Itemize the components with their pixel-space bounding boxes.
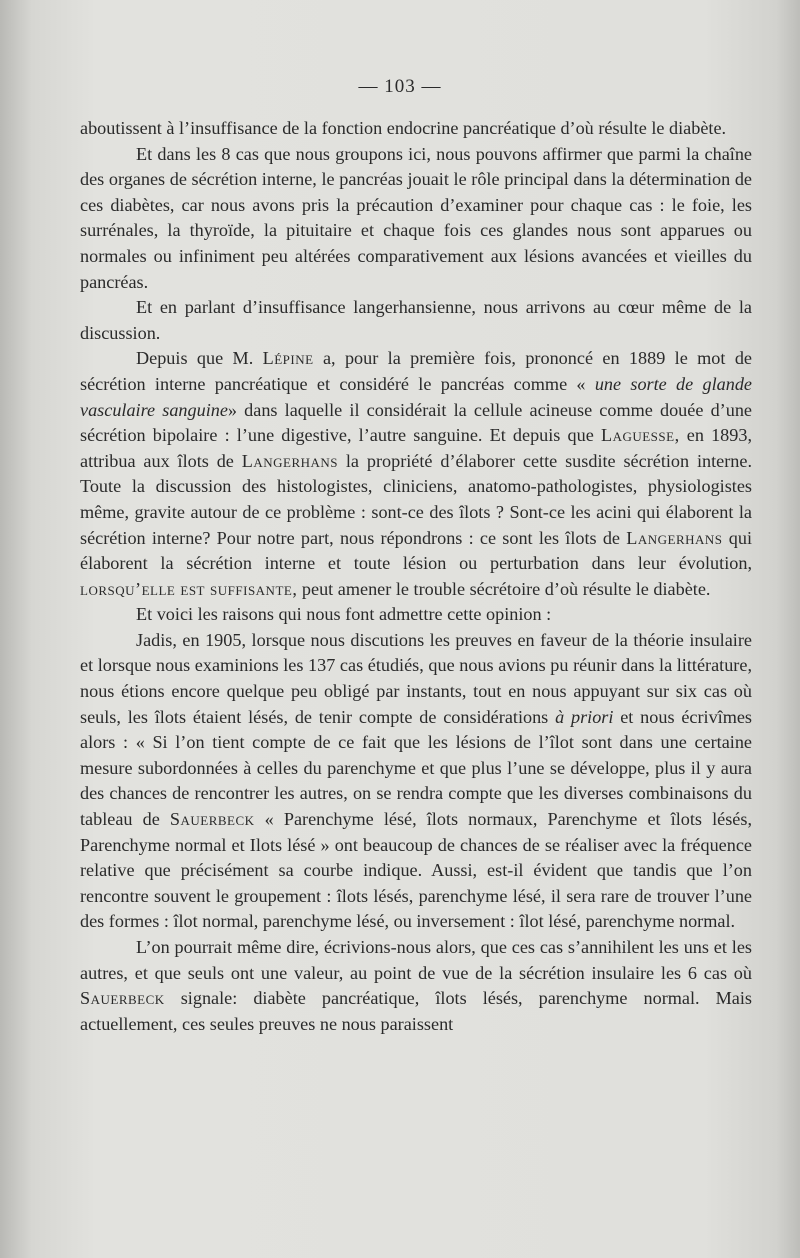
author-name-langerhans: Langerhans: [241, 450, 339, 471]
text-run: Jadis, en 1905, lorsque nous discutions les preuves en faveur de la théorie insulaire et lorsque nous examinions les 137 cas étudiés, que nous avions pu réunir dans la littérature, nous étions encore quelque peu obligé par instants, tout en nous appuyant sur six cas où seuls, les îlots étaient lésés, de tenir compte de considérations: [80, 629, 752, 727]
text-run: et nous écrivîmes alors : « Si l’on tient compte de ce fait que les lésions de l’îlot sont dans une certaine mesure subordonnées à celles du parenchyme et que plus l’une se développe, plus il y aura des chances de rencontrer les autres, on se rendra compte que les diverses combinaisons du tableau de: [80, 706, 753, 830]
text-run: en 1893, attribua aux îlots de: [80, 425, 753, 471]
italic-term: à priori: [555, 706, 614, 727]
text-run: a, pour la première fois, prononcé en 1889 le mot de sécrétion interne pancréatique et considéré le pancréas comme «: [80, 348, 752, 394]
paragraph-1: aboutissent à l’insuffisance de la fonction endocrine pancréatique d’où résulte le diabète.: [80, 118, 727, 138]
text-run: Depuis que M.: [136, 348, 254, 369]
paragraph-4: [80, 346, 752, 602]
text-run: qui élaborent la sécrétion interne et toute lésion ou perturbation dans leur évolution,: [80, 527, 753, 574]
author-name-langerhans: Langerhans: [626, 527, 723, 548]
paragraph-2: Et dans les 8 cas que nous groupons ici, nous pouvons affirmer que parmi la chaîne des organes de sécrétion interne, le pancréas jouait le rôle principal dans la détermination de ces diabètes, car nous avons pris la précaution d’examiner pour chaque cas : le foie, les surrénales, la thyroïde, la pituitaire et chaque fois ces glandes nous sont apparues ou normales ou infiniment peu altérées comparativement aux lésions avancées et vieilles du pancréas.: [80, 143, 752, 292]
italic-quote: une sorte de glande vasculaire sanguine: [80, 373, 752, 420]
text-run: L’on pourrait même dire, écrivions-nous alors, que ces cas s’annihilent les uns et les autres, et que seuls ont une valeur, au point de vue de la sécrétion insulaire les 6 cas où: [80, 937, 752, 983]
author-name-sauerbeck: Sauerbeck: [169, 809, 255, 830]
body-text: [80, 116, 752, 1037]
small-caps-emphasis: lorsqu’elle est suffisante,: [80, 578, 298, 599]
author-name-lepine: Lépine: [262, 348, 314, 369]
paragraph-5: Et voici les raisons qui nous font admettre cette opinion :: [136, 604, 552, 625]
text-run: » dans laquelle il considérait la cellule acineuse comme douée d’une sécrétion bipolaire : l’une digestive, l’autre sanguine. Et depuis que: [80, 399, 752, 446]
paragraph-7: [80, 935, 752, 1037]
text-run: signale: diabète pancréatique, îlots lésés, parenchyme normal. Mais actuellement, ces seules preuves ne nous paraissent: [80, 988, 752, 1034]
author-name-sauerbeck: Sauerbeck: [80, 988, 165, 1009]
text-run: peut amener le trouble sécrétoire d’où résulte le diabète.: [301, 578, 711, 599]
author-name-laguesse: Laguesse,: [600, 425, 680, 446]
text-run: « Parenchyme lésé, îlots normaux, Parenchyme et îlots lésés, Parenchyme normal et Ilots lésé » ont beaucoup de chances de se réaliser avec la fréquence relative que précisément sa courbe indique. Aussi, est-il évident que tandis que l’on rencontre souvent le groupement : îlots lésés, parenchyme lésé, il sera rare de trouver l’une des formes : îlot normal, parenchyme lésé, ou inversement : îlot lésé, parenchyme normal.: [80, 809, 752, 932]
paragraph-3: Et en parlant d’insuffisance langerhansienne, nous arrivons au cœur même de la discussion.: [80, 297, 752, 343]
paragraph-6: [80, 628, 752, 935]
text-run: la propriété d’élaborer cette susdite sécrétion interne. Toute la discussion des histologistes, cliniciens, anatomo-pathologistes, physiologistes même, gravite autour de ce problème : sont-ce des îlots ? Sont-ce les acini qui élaborent la sécrétion interne? Pour notre part, nous répondrons : ce sont les îlots de: [80, 450, 753, 548]
page-number: — 103 —: [358, 76, 442, 97]
